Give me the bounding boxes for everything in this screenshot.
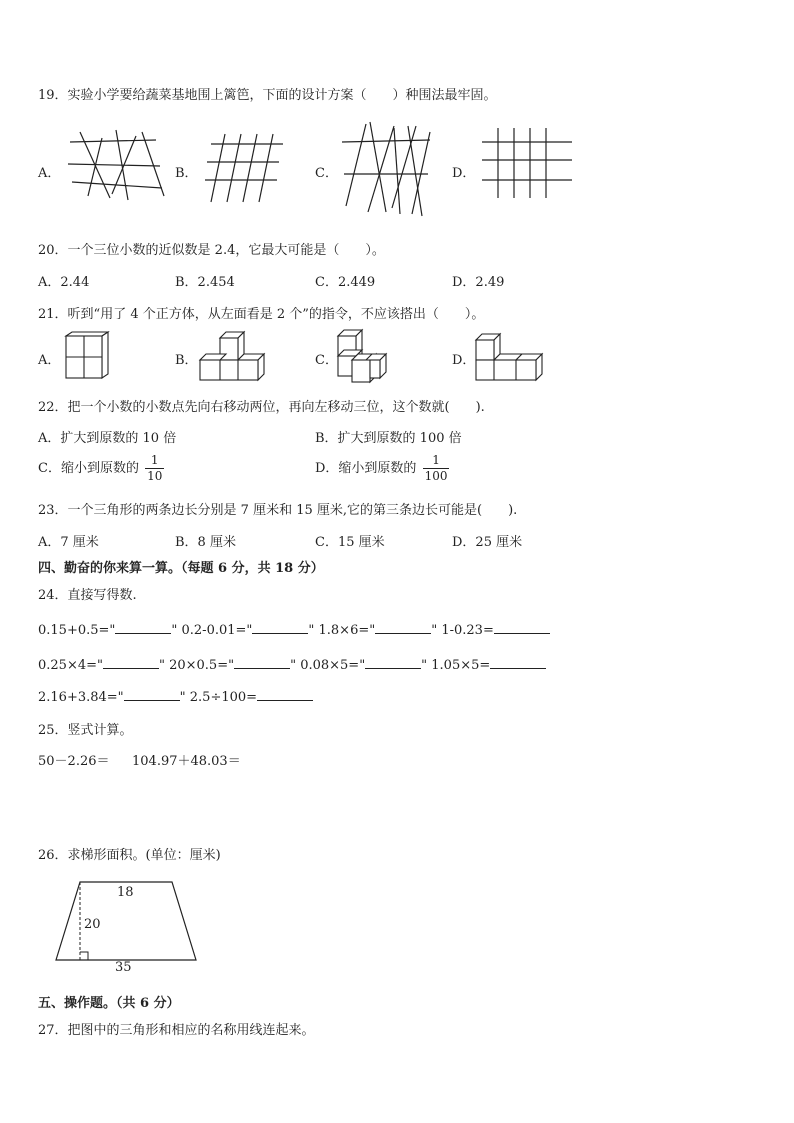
q24-expr-3: " 1.8×6=" [308, 623, 376, 638]
q23-option-d: D．25 厘米 [452, 535, 523, 550]
q19-option-a-label: A． [38, 166, 61, 181]
q21-option-b-label: B． [175, 353, 198, 368]
q24-stem: 24．直接写得数. [38, 588, 137, 603]
q23-option-c: C．15 厘米 [315, 535, 385, 550]
q19-option-d-label: D． [452, 166, 476, 181]
q27-stem: 27．把图中的三角形和相应的名称用线连起来。 [38, 1023, 315, 1038]
q22-option-c-denominator: 10 [147, 469, 163, 483]
q22-option-c [38, 453, 164, 484]
q24-expr-4: " 1-0.23= [431, 623, 494, 638]
q24-expr-2: " 0.2-0.01=" [171, 623, 253, 638]
q26-stem: 26．求梯形面积。(单位：厘米) [38, 848, 221, 863]
q22-option-d-denominator: 100 [424, 469, 448, 483]
q21-option-a-label: A． [38, 353, 61, 368]
q21-cubes-figure-b [198, 332, 268, 382]
q19-fence-figure-a [66, 130, 166, 200]
q24-row-1 [38, 621, 550, 638]
q22-option-d-fraction [423, 453, 450, 484]
q21-cubes-figure-d [474, 332, 546, 382]
q25-stem: 25．竖式计算。 [38, 723, 133, 738]
trapezoid-top-label: 18 [117, 885, 134, 900]
q20-option-b: B．2.454 [175, 275, 235, 290]
q21-stem: 21．听到“用了 4 个正方体，从左面看是 2 个”的指令，不应该搭出（ ）。 [38, 307, 485, 322]
q22-option-b: B．扩大到原数的 100 倍 [315, 431, 462, 446]
q23-stem: 23．一个三角形的两条边长分别是 7 厘米和 15 厘米,它的第三条边长可能是( ). [38, 503, 518, 518]
q19-fence-figure-d [482, 128, 574, 200]
q23-option-b: B．8 厘米 [175, 535, 236, 550]
q24-row-3 [38, 688, 313, 705]
q21-cubes-figure-c [336, 328, 392, 384]
q19-fence-figure-b [205, 132, 285, 204]
q25-item-2: 104.97＋48.03＝ [132, 754, 241, 769]
answer-blank[interactable] [257, 688, 313, 701]
q25-item-1: 50－2.26＝ [38, 754, 110, 769]
section-5-heading: 五、操作题。（共 6 分） [38, 996, 180, 1011]
q24-expr-6: " 20×0.5=" [158, 658, 235, 673]
q24-row-2 [38, 656, 546, 673]
q22-option-c-text: C．缩小到原数的 [38, 461, 139, 476]
q21-option-d-label: D． [452, 353, 476, 368]
q22-option-d-numerator: 1 [423, 453, 450, 469]
answer-blank[interactable] [103, 656, 159, 669]
q22-option-a: A．扩大到原数的 10 倍 [38, 431, 177, 446]
q19-option-c-label: C． [315, 166, 338, 181]
q24-expr-7: " 0.08×5=" [290, 658, 366, 673]
q22-option-d [315, 453, 449, 484]
trapezoid-height-label: 20 [84, 917, 101, 932]
q20-option-d: D．2.49 [452, 275, 505, 290]
answer-blank[interactable] [490, 656, 546, 669]
answer-blank[interactable] [124, 688, 180, 701]
answer-blank[interactable] [252, 621, 308, 634]
q22-option-c-numerator: 1 [145, 453, 164, 469]
q20-option-a: A．2.44 [38, 275, 90, 290]
q22-option-d-text: D．缩小到原数的 [315, 461, 417, 476]
q20-stem: 20．一个三位小数的近似数是 2.4，它最大可能是（ ）。 [38, 243, 385, 258]
q24-expr-10: " 2.5÷100= [179, 690, 258, 705]
q19-option-b-label: B． [175, 166, 198, 181]
q20-option-c: C．2.449 [315, 275, 376, 290]
q22-stem: 22．把一个小数的小数点先向右移动两位，再向左移动三位，这个数就( ). [38, 400, 485, 415]
answer-blank[interactable] [494, 621, 550, 634]
answer-blank[interactable] [365, 656, 421, 669]
q19-stem: 19．实验小学要给蔬菜基地围上篱笆，下面的设计方案（ ）种围法最牢固。 [38, 88, 497, 103]
q21-option-c-label: C． [315, 353, 338, 368]
q21-cubes-figure-a [62, 332, 112, 382]
answer-blank[interactable] [375, 621, 431, 634]
q24-expr-1: 0.15+0.5=" [38, 623, 116, 638]
q24-expr-5: 0.25×4=" [38, 658, 103, 673]
q23-option-a: A．7 厘米 [38, 535, 99, 550]
trapezoid-bottom-label: 35 [115, 960, 132, 975]
q22-option-c-fraction [145, 453, 164, 484]
section-4-heading: 四、勤奋的你来算一算。（每题 6 分，共 18 分） [38, 561, 324, 576]
answer-blank[interactable] [115, 621, 171, 634]
q19-fence-figure-c [342, 122, 432, 218]
q24-expr-9: 2.16+3.84=" [38, 690, 124, 705]
q24-expr-8: " 1.05×5= [421, 658, 491, 673]
answer-blank[interactable] [234, 656, 290, 669]
